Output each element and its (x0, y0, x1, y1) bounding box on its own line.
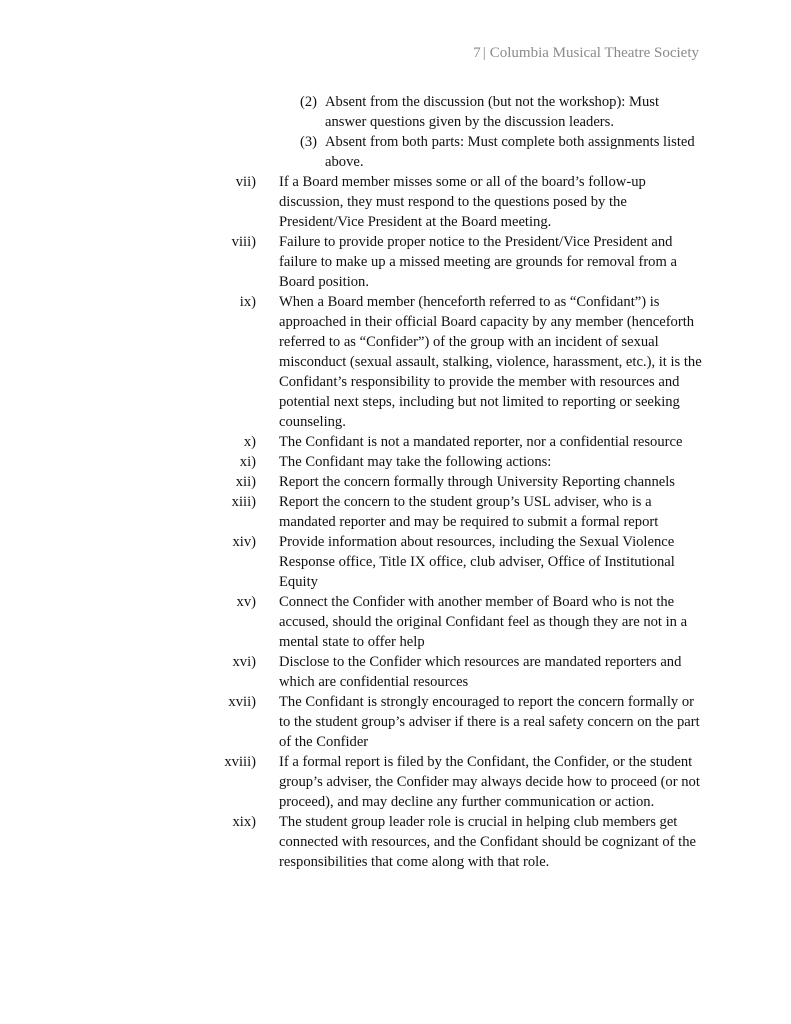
list-item (218, 532, 708, 592)
list-item (218, 812, 708, 872)
item-text: If a Board member misses some or all of the board’s follow-up discussion, they must respond to the questions posed by the President/Vice President at the Board meeting. (279, 174, 646, 230)
item-text: The Confidant is strongly encouraged to report the concern formally or to the student group’s adviser if there is a real safety concern on the part of the Confider (279, 694, 700, 750)
item-text: Report the concern to the student group’s USL adviser, who is a mandated reporter and may be required to submit a formal report (279, 494, 659, 530)
sub-list (300, 92, 700, 172)
item-text: If a formal report is filed by the Confidant, the Confider, or the student group’s adviser, the Confider may always decide how to proceed (or not proceed), and may decline any further communication or action. (279, 754, 700, 810)
item-number: xii) (235, 474, 256, 490)
item-number: xvi) (232, 654, 256, 670)
list-item (218, 432, 708, 452)
list-item (218, 752, 708, 812)
sub-item-number: (2) (300, 94, 318, 110)
item-text: Disclose to the Confider which resources are mandated reporters and which are confidential resources (279, 654, 682, 690)
item-text: When a Board member (henceforth referred to as “Confidant”) is approached in their official Board capacity by any member (henceforth referred to as “Confider”) of the group with an incident of sexual misconduct (sexual assault, stalking, violence, harassment, etc.), it is the Confidant’s responsibility to provide the member with resources and potential next steps, including but not limited to reporting or seeking counseling. (279, 294, 702, 430)
list-item (218, 592, 708, 652)
page-number: 7 (473, 45, 481, 61)
item-text: Report the concern formally through University Reporting channels (279, 474, 675, 490)
item-number: viii) (231, 234, 256, 250)
item-number: x) (243, 434, 256, 450)
list-item (218, 492, 708, 532)
page-header (473, 45, 699, 62)
list-item (218, 472, 708, 492)
item-text: Failure to provide proper notice to the President/Vice President and failure to make up a missed meeting are grounds for removal from a Board position. (279, 234, 677, 290)
sub-list-item (300, 132, 700, 172)
document-title: Columbia Musical Theatre Society (489, 45, 699, 61)
item-number: ix) (239, 294, 256, 310)
main-list (218, 172, 708, 872)
list-item (218, 172, 708, 232)
item-number: xviii) (224, 754, 256, 770)
item-text: The Confidant may take the following actions: (279, 454, 552, 470)
item-number: xiii) (231, 494, 256, 510)
sub-list-item (300, 92, 700, 132)
item-text: The Confidant is not a mandated reporter, nor a confidential resource (279, 434, 683, 450)
header-separator: | (482, 45, 486, 61)
item-text: The student group leader role is crucial in helping club members get connected with resources, and the Confidant should be cognizant of the responsibilities that come along with that role. (279, 814, 697, 870)
list-item (218, 692, 708, 752)
sub-item-number: (3) (300, 134, 318, 150)
item-text: Provide information about resources, including the Sexual Violence Response office, Title IX office, club adviser, Office of Institutional Equity (279, 534, 675, 590)
list-item (218, 232, 708, 292)
list-item (218, 652, 708, 692)
sub-item-text: Absent from both parts: Must complete both assignments listed above. (325, 134, 695, 170)
item-number: vii) (235, 174, 256, 190)
list-item (218, 292, 708, 432)
sub-item-text: Absent from the discussion (but not the workshop): Must answer questions given by the discussion leaders. (325, 94, 660, 130)
list-item (218, 452, 708, 472)
item-number: xix) (232, 814, 256, 830)
item-number: xi) (239, 454, 256, 470)
item-text: Connect the Confider with another member of Board who is not the accused, should the original Confidant feel as though they are not in a mental state to offer help (279, 594, 688, 650)
item-number: xv) (236, 594, 256, 610)
item-number: xvii) (228, 694, 256, 710)
item-number: xiv) (232, 534, 256, 550)
